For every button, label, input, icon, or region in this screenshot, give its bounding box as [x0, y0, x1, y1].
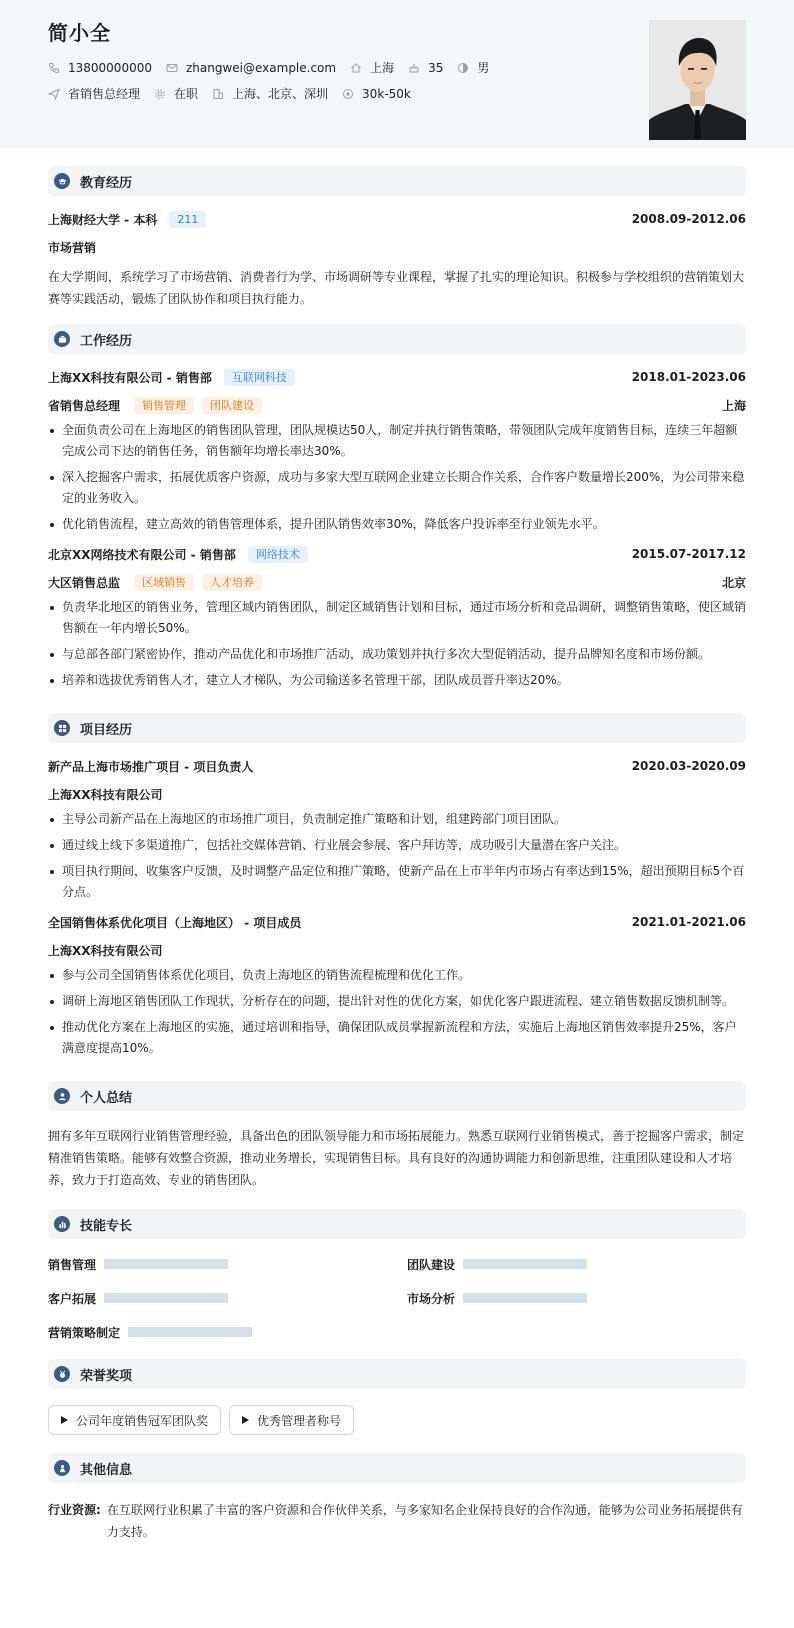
status-item — [154, 86, 198, 102]
other-section-header — [48, 1453, 746, 1483]
project-entry — [48, 913, 746, 1059]
skills-title: 技能专长 — [80, 1218, 133, 1234]
bullet-item: 调研上海地区销售团队工作现状，分析存在的问题，提出针对性的优化方案，如优化客户跟进流程、建立销售数据反馈机制等。 — [48, 991, 746, 1012]
age: 35 — [428, 61, 444, 75]
work-entry — [48, 368, 746, 535]
city: 上海 — [370, 61, 395, 75]
summary-text: 拥有多年互联网行业销售管理经验，具备出色的团队领导能力和市场拓展能力。熟悉互联网行业销售模式，善于挖掘客户需求，制定精准销售策略。能够有效整合资源，推动业务增长，实现销售目标。具有良好的沟通协调能力和创新思维，注重团队建设和人才培养，致力于打造高效、专业的销售团队。 — [48, 1129, 745, 1187]
summary-section-header — [48, 1081, 746, 1111]
education-section-header — [48, 166, 746, 196]
projects-section-header — [48, 713, 746, 743]
candidate-name: 简小全 — [48, 21, 111, 45]
target-position: 省销售总经理 — [68, 87, 141, 101]
bullet-item: 推动优化方案在上海地区的实施，通过培训和指导，确保团队成员掌握新流程和方法，实施后上海地区销售效率提升25%，客户满意度提高10%。 — [48, 1017, 746, 1059]
project-name: 新产品上海市场推广项目 - 项目负责人 — [48, 759, 254, 774]
job-status: 在职 — [174, 87, 199, 101]
skill-name: 团队建设 — [407, 1257, 456, 1272]
skill-name: 市场分析 — [407, 1291, 456, 1306]
industry-tag: 互联网科技 — [224, 369, 295, 386]
contact-row — [48, 60, 746, 76]
email-address: zhangwei@example.com — [185, 61, 337, 75]
work-section-header — [48, 324, 746, 354]
skill-item — [48, 1255, 387, 1273]
phone-item — [48, 60, 152, 76]
education-date: 2008.09-2012.06 — [631, 212, 746, 226]
skill-level-fill — [128, 1327, 252, 1337]
project-name: 全国销售体系优化项目（上海地区） - 项目成员 — [48, 915, 302, 930]
industry-tag: 网络技术 — [248, 546, 308, 563]
awards-list — [48, 1405, 746, 1435]
award-name: 公司年度销售冠军团队奖 — [76, 1413, 209, 1428]
job-role: 省销售总经理 — [48, 398, 121, 413]
phone-number: 13800000000 — [68, 61, 152, 75]
city-item — [350, 60, 394, 76]
skill-level-fill — [463, 1293, 587, 1303]
other-info-key: 行业资源: — [48, 1503, 101, 1517]
project-company: 上海XX科技有限公司 — [48, 943, 163, 958]
salary-item — [342, 86, 411, 102]
other-info-value: 在互联网行业积累了丰富的客户资源和合作伙伴关系，与多家知名企业保持良好的合作沟通，能够为公司业务拓展提供有力支持。 — [106, 1503, 743, 1539]
work-date: 2018.01-2023.06 — [631, 370, 746, 384]
bullet-item: 项目执行期间，收集客户反馈，及时调整产品定位和推广策略，使新产品在上市半年内市场占有率达到15%，超出预期目标5个百分点。 — [48, 861, 746, 903]
graduation-cap-icon — [54, 173, 70, 189]
briefcase-icon — [54, 331, 70, 347]
awards-section-header — [48, 1359, 746, 1389]
bullet-item: 优化销售流程，建立高效的销售管理体系，提升团队销售效率30%，降低客户投诉率至行业领先水平。 — [48, 514, 746, 535]
bullet-item: 通过线上线下多渠道推广，包括社交媒体营销、行业展会参展、客户拜访等，成功吸引大量潜在客户关注。 — [48, 835, 746, 856]
projects-title: 项目经历 — [80, 722, 133, 738]
bullet-item: 深入挖掘客户需求，拓展优质客户资源，成功与多家大型互联网企业建立长期合作关系，合作客户数量增长200%，为公司带来稳定的业务收入。 — [48, 467, 746, 509]
gear-icon — [154, 88, 166, 100]
education-description: 在大学期间，系统学习了市场营销、消费者行为学、市场调研等专业课程，掌握了扎实的理论知识。积极参与学校组织的营销策划大赛等实践活动，锻炼了团队协作和项目执行能力。 — [48, 270, 745, 306]
skill-tag: 区域销售 — [134, 574, 194, 591]
resume-body — [0, 166, 794, 1543]
project-bullets — [48, 965, 746, 1059]
skills-section-header — [48, 1209, 746, 1239]
gender-item — [457, 60, 489, 76]
skill-name: 营销策略制定 — [48, 1325, 121, 1340]
education-title: 教育经历 — [80, 175, 133, 191]
skill-item — [407, 1255, 746, 1273]
skill-name: 客户拓展 — [48, 1291, 97, 1306]
resume-header — [0, 0, 794, 148]
bullet-item: 培养和选拔优秀销售人才，建立人才梯队，为公司输送多名管理干部，团队成员晋升率达20%。 — [48, 670, 746, 691]
skill-level-fill — [104, 1259, 228, 1269]
summary-title: 个人总结 — [80, 1090, 133, 1106]
user-icon — [54, 1088, 70, 1104]
bar-chart-icon — [54, 1216, 70, 1232]
building-icon — [212, 88, 224, 100]
other-info-row — [48, 1499, 746, 1543]
project-date: 2021.01-2021.06 — [631, 915, 746, 929]
gender-icon — [457, 62, 469, 74]
skill-bar — [104, 1293, 228, 1303]
home-icon — [350, 62, 362, 74]
skill-item — [48, 1289, 387, 1307]
school-name: 上海财经大学 - 本科 — [48, 212, 158, 227]
intent-row — [48, 86, 746, 102]
bullet-item: 主导公司新产品在上海地区的市场推广项目，负责制定推广策略和计划，组建跨部门项目团队。 — [48, 809, 746, 830]
award-name: 优秀管理者称号 — [257, 1413, 342, 1428]
work-bullets — [48, 597, 746, 691]
profile-photo — [649, 20, 746, 140]
medal-icon — [54, 1366, 70, 1382]
skills-grid — [48, 1255, 746, 1341]
bullet-item: 负责华北地区的销售业务，管理区域内销售团队，制定区域销售计划和目标，通过市场分析和竞品调研，调整销售策略，使区域销售额在一年内增长50%。 — [48, 597, 746, 639]
work-date: 2015.07-2017.12 — [631, 547, 746, 561]
grid-icon — [54, 720, 70, 736]
target-cities: 上海、北京、深圳 — [232, 87, 329, 101]
email-item — [166, 60, 336, 76]
job-role: 大区销售总监 — [48, 575, 121, 590]
coin-icon — [342, 88, 354, 100]
gender: 男 — [477, 61, 490, 75]
skill-bar — [104, 1259, 228, 1269]
skill-tag: 销售管理 — [134, 397, 194, 414]
skill-bar — [463, 1293, 587, 1303]
cake-icon — [408, 62, 420, 74]
position-item — [48, 86, 140, 102]
award-chip — [48, 1405, 221, 1435]
award-chip — [229, 1405, 354, 1435]
project-date: 2020.03-2020.09 — [631, 759, 746, 773]
project-bullets — [48, 809, 746, 903]
project-entry — [48, 757, 746, 903]
other-title: 其他信息 — [80, 1462, 133, 1478]
expected-salary: 30k-50k — [362, 87, 411, 101]
work-location: 上海 — [721, 398, 746, 413]
company-name: 北京XX网络技术有限公司 - 销售部 — [48, 547, 236, 562]
skill-bar — [463, 1259, 587, 1269]
skill-tag: 人才培养 — [202, 574, 262, 591]
mail-icon — [166, 62, 178, 74]
skill-bar — [128, 1327, 252, 1337]
major: 市场营销 — [48, 240, 97, 255]
play-icon — [242, 1416, 249, 1424]
skill-level-fill — [463, 1259, 587, 1269]
bullet-item: 参与公司全国销售体系优化项目，负责上海地区的销售流程梳理和优化工作。 — [48, 965, 746, 986]
skill-item — [48, 1323, 387, 1341]
send-icon — [48, 88, 60, 100]
school-tag: 211 — [169, 211, 206, 228]
bullet-item: 全面负责公司在上海地区的销售团队管理，团队规模达50人，制定并执行销售策略，带领团队完成年度销售目标，连续三年超额完成公司下达的销售任务，销售额年均增长率达30%。 — [48, 420, 746, 462]
company-name: 上海XX科技有限公司 - 销售部 — [48, 370, 212, 385]
age-item — [408, 60, 443, 76]
skill-item — [407, 1289, 746, 1307]
work-title: 工作经历 — [80, 333, 133, 349]
work-location: 北京 — [721, 575, 746, 590]
work-bullets — [48, 420, 746, 535]
skill-level-fill — [104, 1293, 228, 1303]
skill-name: 销售管理 — [48, 1257, 97, 1272]
project-company: 上海XX科技有限公司 — [48, 787, 163, 802]
target-city-item — [212, 86, 328, 102]
skill-tag: 团队建设 — [202, 397, 262, 414]
play-icon — [61, 1416, 68, 1424]
people-icon — [54, 1460, 70, 1476]
awards-title: 荣誉奖项 — [80, 1368, 133, 1384]
bullet-item: 与总部各部门紧密协作，推动产品优化和市场推广活动，成功策划并执行多次大型促销活动，提升品牌知名度和市场份额。 — [48, 644, 746, 665]
education-entry — [48, 210, 746, 310]
work-entry — [48, 545, 746, 691]
phone-icon — [48, 62, 60, 74]
